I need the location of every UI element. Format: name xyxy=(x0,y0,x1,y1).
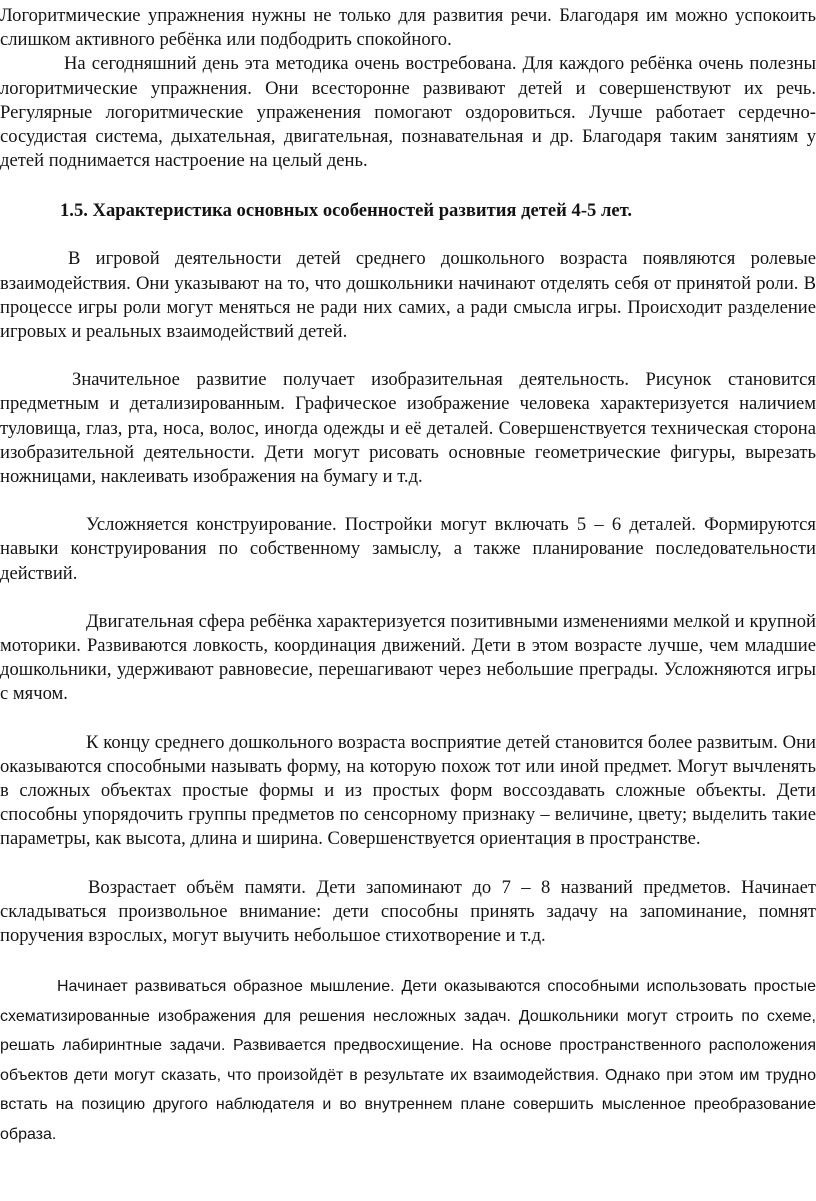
paragraph-construction: Усложняется конструирование. Постройки могут включать 5 – 6 деталей. Формируются навыки конструирования по собственному замыслу, а также планирование последовательности действий. xyxy=(0,514,816,584)
paragraph-motor-sphere: Двигательная сфера ребёнка характеризуется позитивными изменениями мелкой и крупной моторики. Развиваются ловкость, координация движений. Дети в этом возрасте лучше, чем младшие дошкольники, удерживают равновесие, перешагивают через небольшие преграды. Усложняются игры с мячом. xyxy=(0,610,816,705)
section-heading: 1.5. Характеристика основных особенностей развития детей 4-5 лет. xyxy=(60,200,633,222)
paragraph-memory: Возрастает объём памяти. Дети запоминают до 7 – 8 названий предметов. Начинает складываться произвольное внимание: дети способны принять задачу на запоминание, помнят поручения взрослых, могут выучить небольшое стихотворение и т.д. xyxy=(0,876,816,947)
paragraph-logorhythmic-intro: Логоритмические упражнения нужны не только для развития речи. Благодаря им можно успокоить слишком активного ребёнка или подбодрить спокойного. xyxy=(0,5,816,51)
paragraph-perception: К концу среднего дошкольного возраста восприятие детей становится более развитым. Они оказываются способными называть форму, на которую похож тот или иной предмет. Могут вычленять в сложных объектах простые формы и из простых форм воссоздавать сложные объекты. Дети способны упорядочить группы предметов по сенсорному признаку – величине, цвету; выделить такие параметры, как высота, длина и ширина. Совершенствуется ориентация в пространстве. xyxy=(0,731,816,850)
paragraph-play-activity: В игровой деятельности детей среднего дошкольного возраста появляются ролевые взаимодействия. Они указывают на то, что дошкольники начинают отделять себя от принятой роли. В процессе игры роли могут меняться не ради них самих, а ради смысла игры. Происходит разделение игровых и реальных взаимодействий детей. xyxy=(0,248,816,343)
paragraph-visual-activity: Значительное развитие получает изобразительная деятельность. Рисунок становится предметным и детализированным. Графическое изображение человека характеризуется наличием туловища, глаз, рта, носа, волос, иногда одежды и её деталей. Совершенствуется техническая сторона изобразительной деятельности. Дети могут рисовать основные геометрические фигуры, вырезать ножницами, наклеивать изображения на бумагу и т.д. xyxy=(0,369,816,488)
paragraph-methodology: На сегодняшний день эта методика очень востребована. Для каждого ребёнка очень полезны логоритмические упражнения. Они всесторонне развивают детей и совершенствуют их речь. Регулярные логоритмические упраженения помогают оздоровиться. Лучше работает сердечно-сосудистая система, дыхательная, двигательная, познавательная и др. Благодаря таким занятиям у детей поднимается настроение на целый день. xyxy=(0,53,816,172)
paragraph-thinking: Начинает развиваться образное мышление. Дети оказываются способными использовать простые схематизированные изображения для решения несложных задач. Дошкольники могут строить по схеме, решать лабиринтные задачи. Развивается предвосхищение. На основе пространственного расположения объектов дети могут сказать, что произойдёт в результате их взаимодействия. Однако при этом им трудно встать на позицию другого наблюдателя и во внутреннем плане совершить мысленное преобразование образа. xyxy=(0,978,816,1143)
